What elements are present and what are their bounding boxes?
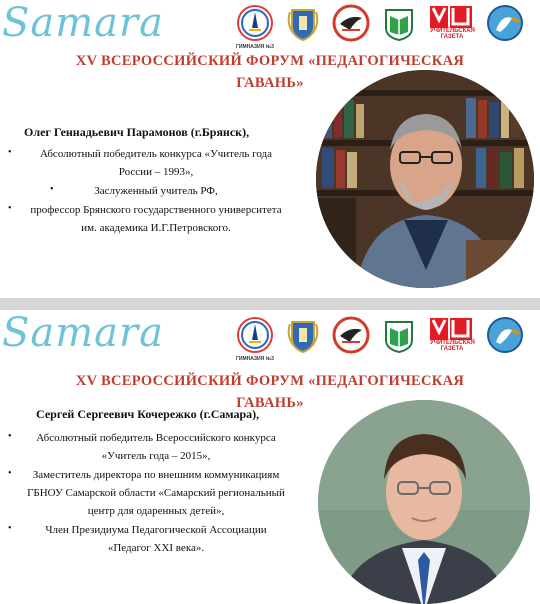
bird-emblem-icon xyxy=(332,316,370,354)
partner-logos xyxy=(236,316,524,362)
speaker-credential: профессор Брянского государственного университета xyxy=(30,204,282,216)
forum-title-line-2: ГАВАНЬ» xyxy=(236,395,304,411)
card-separator xyxy=(0,298,540,310)
pelican-badge-icon xyxy=(486,4,524,42)
speaker-credential: Член Президиума Педагогической Ассоциации xyxy=(45,524,267,536)
speaker-portrait xyxy=(318,400,530,604)
newspaper-caption: УЧИТЕЛЬСКАЯ ГАЗЕТА xyxy=(430,340,475,352)
speaker-credential: Абсолютный победитель Всероссийского конкурса xyxy=(36,432,276,444)
coat-of-arms-icon xyxy=(284,316,322,354)
newspaper-caption: УЧИТЕЛЬСКАЯ ГАЗЕТА xyxy=(430,28,475,40)
gymnasium-logo xyxy=(236,4,274,50)
bullet: • xyxy=(8,431,12,442)
speaker-name: Олег Геннадьевич Парамонов (г.Брянск), xyxy=(24,125,250,139)
bullet: • xyxy=(8,147,12,158)
speaker-portrait xyxy=(316,70,534,288)
speaker-credential: Абсолютный победитель конкурса «Учитель года xyxy=(39,148,273,160)
samara-brand-logo: Samara xyxy=(2,310,164,356)
bullet: • xyxy=(8,523,12,534)
teachers-newspaper-logo xyxy=(428,4,476,42)
forum-title-line-2: ГАВАНЬ» xyxy=(236,75,304,91)
teachers-newspaper-logo xyxy=(428,316,476,354)
book-shield-icon xyxy=(380,4,418,42)
coat-of-arms-icon xyxy=(284,4,322,42)
speaker-card-2 xyxy=(0,310,540,604)
speaker-credential: ГБНОУ Самарской области «Самарский региональный xyxy=(27,487,285,499)
speaker-credential: «Учитель года – 2015», xyxy=(101,450,211,462)
speaker-name: Сергей Сергеевич Кочережко (г.Самара), xyxy=(36,407,260,421)
forum-title-line-1: XV ВСЕРОССИЙСКИЙ ФОРУМ «ПЕДАГОГИЧЕСКАЯ xyxy=(75,373,465,389)
forum-title-line-1: XV ВСЕРОССИЙСКИЙ ФОРУМ «ПЕДАГОГИЧЕСКАЯ xyxy=(75,53,465,69)
speaker-credential: «Педагог XXI века». xyxy=(107,542,205,554)
gymnasium-caption: ГИМНАЗИЯ №3 xyxy=(236,44,274,50)
bird-emblem-icon xyxy=(332,4,370,42)
speaker-credential: Заслуженный учитель РФ, xyxy=(94,185,218,197)
bullet: • xyxy=(8,203,12,214)
book-shield-icon xyxy=(380,316,418,354)
speaker-credential: Заместитель директора по внешним коммуникациям xyxy=(32,469,280,481)
gymnasium-logo xyxy=(236,316,274,362)
partner-logos xyxy=(236,4,524,50)
bullet: • xyxy=(8,468,12,479)
speaker-credential: России – 1993», xyxy=(118,166,194,178)
speaker-credential: им. академика И.Г.Петровского. xyxy=(81,222,231,234)
gymnasium-caption: ГИМНАЗИЯ №3 xyxy=(236,356,274,362)
samara-brand-logo: Samara xyxy=(2,0,164,46)
speaker-card-1 xyxy=(0,0,540,298)
speaker-credential: центр для одаренных детей», xyxy=(87,505,225,517)
pelican-badge-icon xyxy=(486,316,524,354)
bullet: • xyxy=(50,184,54,195)
